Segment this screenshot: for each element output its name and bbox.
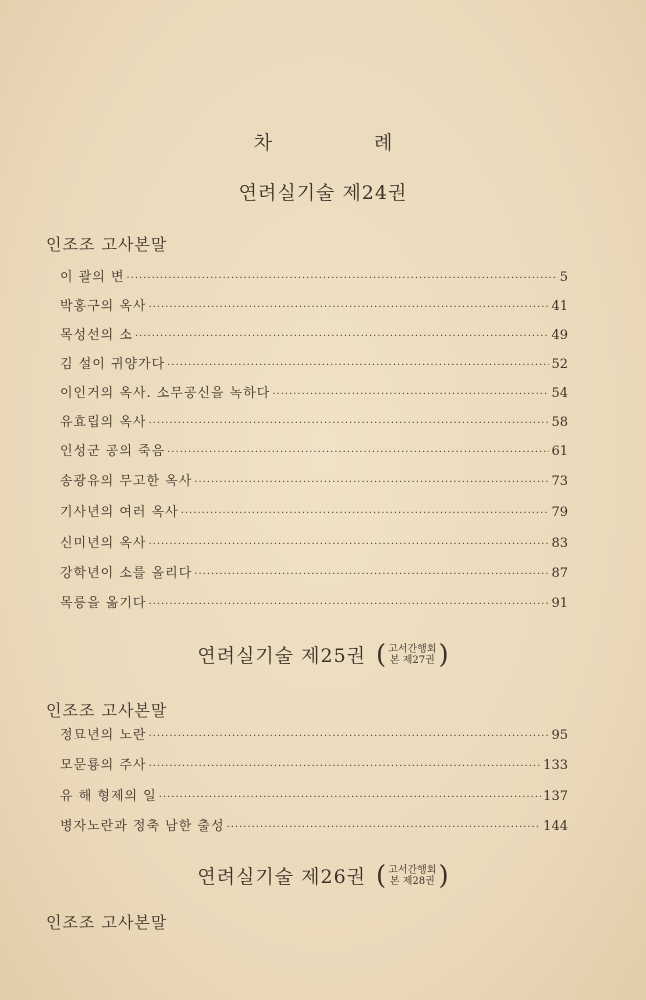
- toc-entry-title: 인성군 공의 죽음: [60, 444, 166, 459]
- dot-leader: [194, 477, 549, 488]
- toc-entry-page: 133: [543, 758, 568, 773]
- toc-entry-page: 61: [551, 444, 568, 459]
- toc-entry-page: 73: [551, 474, 568, 489]
- toc-entry-page: 58: [551, 415, 568, 430]
- section-heading: 인조조 고사본말: [46, 235, 168, 254]
- section-heading: 인조조 고사본말: [46, 913, 168, 932]
- toc-entry-page: 5: [559, 270, 568, 285]
- dot-leader: [127, 273, 558, 284]
- toc-entry-page: 95: [551, 728, 568, 743]
- dot-leader: [194, 569, 549, 580]
- toc-entry-title: 목릉을 옮기다: [60, 596, 147, 611]
- dot-leader: [148, 599, 549, 610]
- toc-entry-page: 79: [551, 505, 568, 520]
- volume-heading-26: [0, 862, 646, 889]
- toc-entry-title: 강학년이 소를 올리다: [60, 566, 193, 581]
- dot-leader: [148, 731, 549, 742]
- toc-entry-title: 유효립의 옥사: [60, 415, 147, 430]
- toc-entry[interactable]: [60, 440, 568, 462]
- toc-entry[interactable]: [60, 592, 568, 614]
- dot-leader: [148, 418, 549, 429]
- toc-entry[interactable]: [60, 353, 568, 375]
- volume-note-line: 본 제28권: [389, 875, 435, 887]
- toc-entry-page: 52: [551, 357, 568, 372]
- toc-entry[interactable]: [60, 470, 568, 492]
- toc-entry-page: 91: [551, 596, 568, 611]
- volume-heading-text: 연려실기술 제25권: [197, 645, 367, 667]
- dot-leader: [135, 331, 550, 342]
- toc-entry-page: 137: [543, 789, 568, 804]
- toc-entry-title: 정묘년의 노란: [60, 728, 147, 743]
- toc-entry[interactable]: [60, 411, 568, 433]
- dot-leader: [272, 389, 549, 400]
- toc-entry[interactable]: [60, 382, 568, 404]
- toc-entry-page: 144: [543, 819, 568, 834]
- dot-leader: [148, 761, 541, 772]
- toc-entry-title: 이인거의 옥사. 소무공신을 녹하다: [60, 386, 271, 401]
- toc-entry[interactable]: [60, 724, 568, 746]
- toc-entry[interactable]: [60, 295, 568, 317]
- toc-entry-title: 유 해 형제의 일: [60, 789, 157, 804]
- volume-heading-25: [0, 641, 646, 668]
- page-title: 차 례: [253, 132, 441, 154]
- toc-entry[interactable]: [60, 815, 568, 837]
- toc-entry[interactable]: [60, 562, 568, 584]
- toc-entry-title: 이 괄의 변: [60, 270, 125, 285]
- toc-entry-title: 박홍구의 옥사: [60, 299, 147, 314]
- section-heading: 인조조 고사본말: [46, 701, 168, 720]
- dot-leader: [227, 822, 542, 833]
- dot-leader: [148, 302, 549, 313]
- toc-entry-page: 41: [551, 299, 568, 314]
- toc-entry-title: 기사년의 여러 옥사: [60, 505, 179, 520]
- toc-entry[interactable]: [60, 266, 568, 288]
- toc-entry-page: 49: [551, 328, 568, 343]
- volume-note-line: 고서간행회: [388, 643, 437, 655]
- toc-entry-title: 김 설이 귀양가다: [60, 357, 166, 372]
- volume-note: ( 고서간행회 본 제28권 ): [376, 860, 449, 891]
- toc-entry-page: 87: [551, 566, 568, 581]
- toc-entry-page: 54: [551, 386, 568, 401]
- toc-entry[interactable]: [60, 754, 568, 776]
- toc-entry-page: 83: [551, 536, 568, 551]
- toc-entry[interactable]: [60, 324, 568, 346]
- toc-entry-title: 송광유의 무고한 옥사: [60, 474, 193, 489]
- dot-leader: [167, 447, 549, 458]
- toc-entry[interactable]: [60, 501, 568, 523]
- toc-entry[interactable]: [60, 785, 568, 807]
- toc-entry-title: 신미년의 옥사: [60, 536, 147, 551]
- volume-heading-24: [0, 178, 646, 205]
- volume-heading-text: 연려실기술 제26권: [197, 866, 367, 888]
- volume-note: ( 고서간행회 본 제27권 ): [376, 639, 449, 670]
- dot-leader: [148, 539, 549, 550]
- dot-leader: [167, 360, 549, 371]
- volume-heading-text: 연려실기술 제24권: [238, 182, 408, 204]
- toc-entry-title: 병자노란과 정축 남한 출성: [60, 819, 225, 834]
- toc-entry[interactable]: [60, 532, 568, 554]
- volume-note-line: 본 제27권: [389, 654, 435, 666]
- dot-leader: [159, 792, 541, 803]
- toc-entry-title: 모문룡의 주사: [60, 758, 147, 773]
- volume-note-line: 고서간행회: [388, 864, 437, 876]
- toc-entry-title: 목성선의 소: [60, 328, 133, 343]
- dot-leader: [181, 508, 550, 519]
